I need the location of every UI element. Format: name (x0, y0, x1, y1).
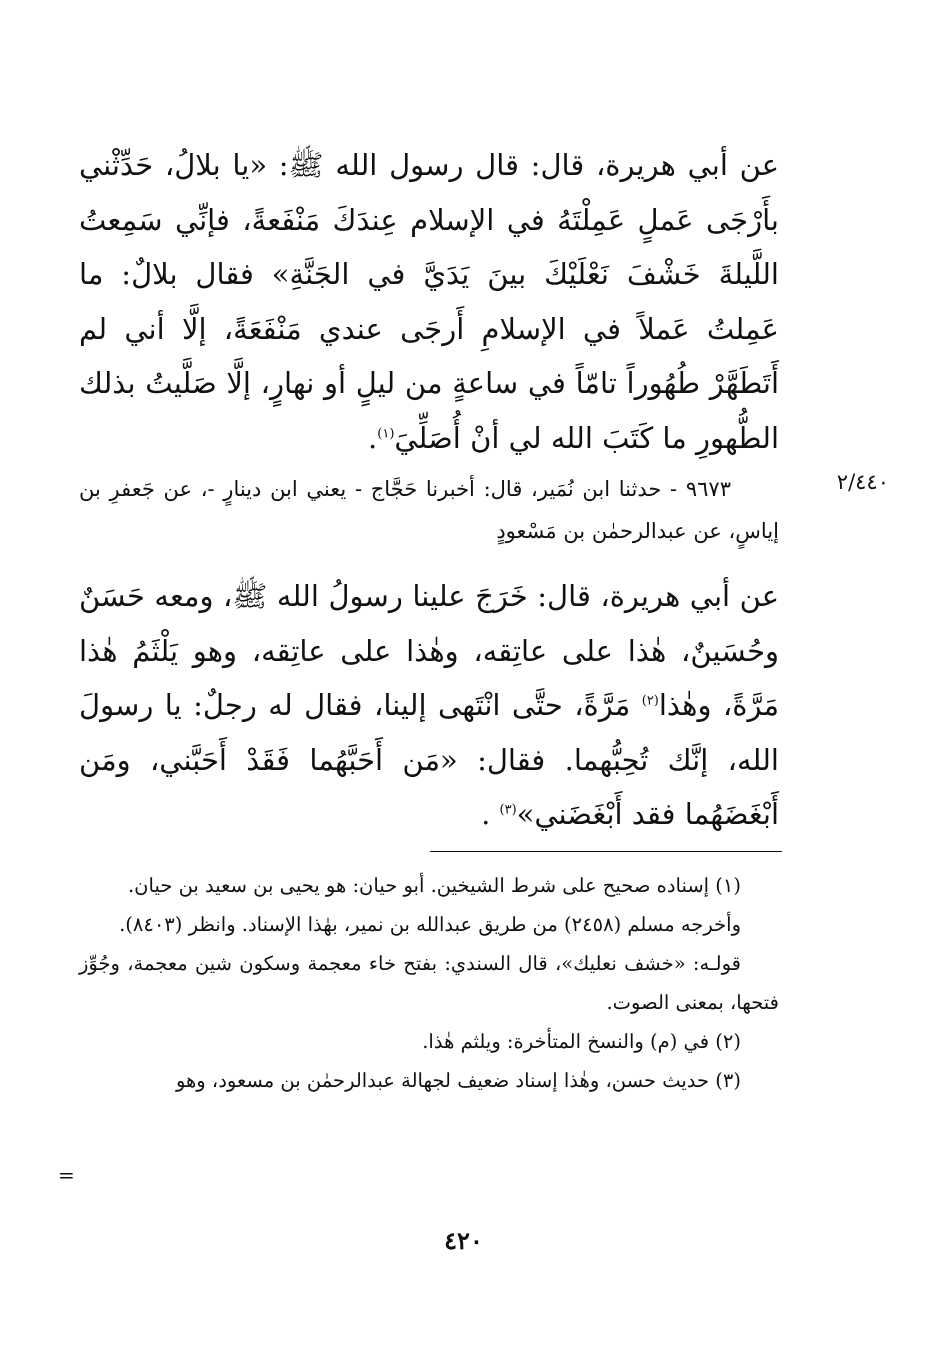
paragraph-text-part-2: مَرَّةً، حتَّى انْتَهى إلينا، فقال له رجلٌ: يا رسولَ الله، إنَّك تُحِبُّهما. فقال: «مَن أَحَبَّهُما فَقَدْ أَحَبَّني، ومَن أَبْغَضَهُما فقد أَبْغَضَني» (79, 688, 779, 831)
continuation-mark: = (58, 1163, 75, 1187)
paragraph-end: . (368, 420, 378, 455)
footnote-ref[interactable]: (١) (377, 425, 395, 441)
hadith-text-paragraph (79, 138, 779, 465)
paragraph-end-2: . (481, 797, 491, 831)
footnote-1-gloss: قولـه: «خشف نعليك»، قال السندي: بفتح خاء معجمة وسكون شين معجمة، وجُوِّز فتحها، بمعنى الصوت. (79, 952, 779, 1014)
footnote-divider (430, 851, 782, 852)
footnote-1: (١) إسناده صحيح على شرط الشيخين. أبو حيان: هو يحيى بن سعيد بن حيان. (127, 874, 741, 897)
footnote-ref-2[interactable]: (٢) (641, 693, 659, 709)
footnote-ref-3[interactable]: (٣) (499, 802, 517, 818)
paragraph-text: عن أبي هريرة، قال: قال رسول الله ﷺ: «يا بلالُ، حَدِّثْني بأَرْجَى عَملٍ عَمِلْتَهُ في الإسلام عِندَكَ مَنْفَعةً، فإنِّي سَمِعتُ اللَّيلةَ خَشْفَ نَعْلَيْكَ بينَ يَدَيَّ في الجَنَّةِ» فقال بلالٌ: ما عَمِلتُ عَملاً في الإسلامِ أَرجَى عندي مَنْفَعَةً، إلَّا أني لم أَتَطَهَّرْ طُهُوراً تامّاً في ساعةٍ من ليلٍ أو نهارٍ، إلَّا صَلَّيتُ بذلك الطُّهورِ ما كَتَبَ الله لي أنْ أُصَلِّيَ (79, 148, 779, 455)
footnote-1-takhrij: وأخرجه مسلم (٢٤٥٨) من طريق عبدالله بن نمير، بهٰذا الإسناد. وانظر (٨٤٠٣). (119, 913, 741, 936)
footnote-2: (٢) في (م) والنسخ المتأخرة: ويلثم هٰذا. (422, 1030, 741, 1053)
hadith-chain-header (79, 468, 779, 552)
margin-reference: ٢/٤٤٠ (836, 470, 889, 494)
hadith-number: ٩٦٧٣ (685, 477, 731, 501)
page-number: ٤٢٠ (444, 1226, 483, 1255)
hadith-text-paragraph-2 (79, 569, 779, 842)
isnad-text: - حدثنا ابن نُمَير، قال: أخبرنا حَجَّاج - يعني ابن دينارٍ -، عن جَعفرِ بن إياسٍ، عن عبدالرحمٰن بن مَسْعودٍ (79, 477, 779, 543)
footnote-3: (٣) حديث حسن، وهٰذا إسناد ضعيف لجهالة عبدالرحمٰن بن مسعود، وهو (175, 1069, 741, 1092)
footnotes-section (79, 866, 779, 1100)
paragraph-text-part-1: عن أبي هريرة، قال: خَرَجَ علينا رسولُ الله ﷺ، ومعه حَسَنٌ وحُسَينٌ، هٰذا على عاتِقه، وهٰذا على عاتِقه، وهو يَلْثَمُ هٰذا مَرَّةً، وهٰذا (79, 579, 779, 722)
